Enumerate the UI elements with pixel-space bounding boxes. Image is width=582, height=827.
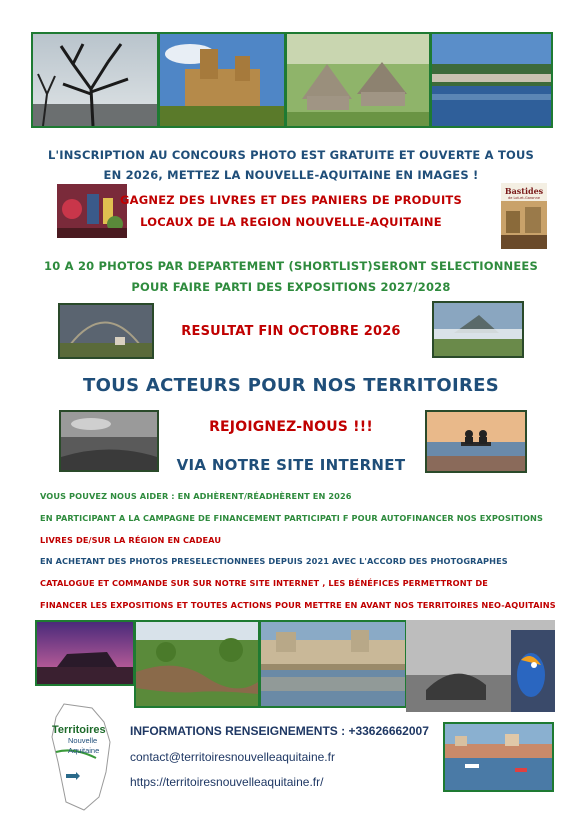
river-valley-photo bbox=[134, 620, 260, 708]
town-reflection-photo bbox=[259, 620, 407, 708]
logo-word-nouvelle: Nouvelle bbox=[68, 736, 98, 745]
help-line-6: FINANCER LES EXPOSITIONS ET TOUTES ACTIONS POUR METTRE EN AVANT NOS TERRITOIRES NEO-AQUITAINS bbox=[40, 600, 556, 610]
logo-word-aquitaine: Aquitaine bbox=[68, 746, 100, 755]
slogan: TOUS ACTEURS POUR NOS TERRITOIRES bbox=[83, 375, 499, 396]
contest-headline-line1: L'INSCRIPTION AU CONCOURS PHOTO EST GRATUITE ET OUVERTE A TOUS bbox=[47, 148, 535, 162]
join-call: REJOIGNEZ-NOUS !!! bbox=[209, 419, 373, 435]
harbor-photo bbox=[443, 722, 554, 792]
chateau-photo bbox=[158, 32, 286, 128]
prizes-line1: GAGNEZ DES LIVRES ET DES PANIERS DE PRODUITS bbox=[120, 193, 462, 207]
selection-line2: POUR FAIRE PARTI DES EXPOSITIONS 2027/2028 bbox=[131, 280, 451, 294]
stone-huts-photo bbox=[285, 32, 431, 128]
misty-hill-photo bbox=[432, 301, 524, 358]
book-cover-subtitle: de Lot-et-Garonne bbox=[507, 196, 541, 200]
river-bridge-photo bbox=[430, 32, 553, 128]
help-line-4: EN ACHETANT DES PHOTOS PRESELECTIONNEES DEPUIS 2021 AVEC L'ACCORD DES PHOTOGRAPHES bbox=[40, 556, 508, 566]
info-phone: INFORMATIONS RENSEIGNEMENTS : +33626662007 bbox=[130, 724, 429, 738]
help-line-1: VOUS POUVEZ NOUS AIDER : EN ADHÈRENT/RÉADHÈRENT EN 2026 bbox=[40, 491, 352, 501]
bastides-book-cover bbox=[501, 183, 547, 249]
book-cover-title: Bastides bbox=[504, 186, 544, 196]
prizes-line2: LOCAUX DE LA REGION NOUVELLE-AQUITAINE bbox=[140, 215, 442, 229]
website-link[interactable]: https://territoiresnouvelleaquitaine.fr/ bbox=[130, 775, 324, 789]
logo-word-territoires: Territoires bbox=[52, 724, 106, 736]
contact-email[interactable]: contact@territoiresnouvelleaquitaine.fr bbox=[130, 750, 335, 764]
territoires-logo bbox=[44, 702, 119, 814]
selection-line1: 10 A 20 PHOTOS PAR DEPARTEMENT (SHORTLIST)SERONT SELECTIONNEES bbox=[44, 259, 538, 273]
help-line-5: CATALOGUE ET COMMANDE SUR SUR NOTRE SITE INTERNET , LES BÉNÉFICES PERMETTRONT DE bbox=[40, 578, 488, 588]
tree-silhouette-photo bbox=[31, 32, 159, 128]
result-date: RESULTAT FIN OCTOBRE 2026 bbox=[181, 324, 401, 339]
bench-couple-photo bbox=[425, 410, 527, 473]
contest-headline-line2: EN 2026, METTEZ LA NOUVELLE-AQUITAINE EN IMAGES ! bbox=[103, 168, 479, 182]
help-line-3: LIVRES DE/SUR LA RÉGION EN CADEAU bbox=[40, 535, 222, 545]
help-line-2: EN PARTICIPANT A LA CAMPAGNE DE FINANCEMENT PARTICIPATI F POUR AUTOFINANCER NOS EXPOSITIONS bbox=[40, 513, 543, 523]
dolmen-sunset-photo bbox=[35, 620, 135, 686]
bw-bird-mural-photo bbox=[406, 620, 555, 712]
via-website: VIA NOTRE SITE INTERNET bbox=[176, 456, 406, 474]
